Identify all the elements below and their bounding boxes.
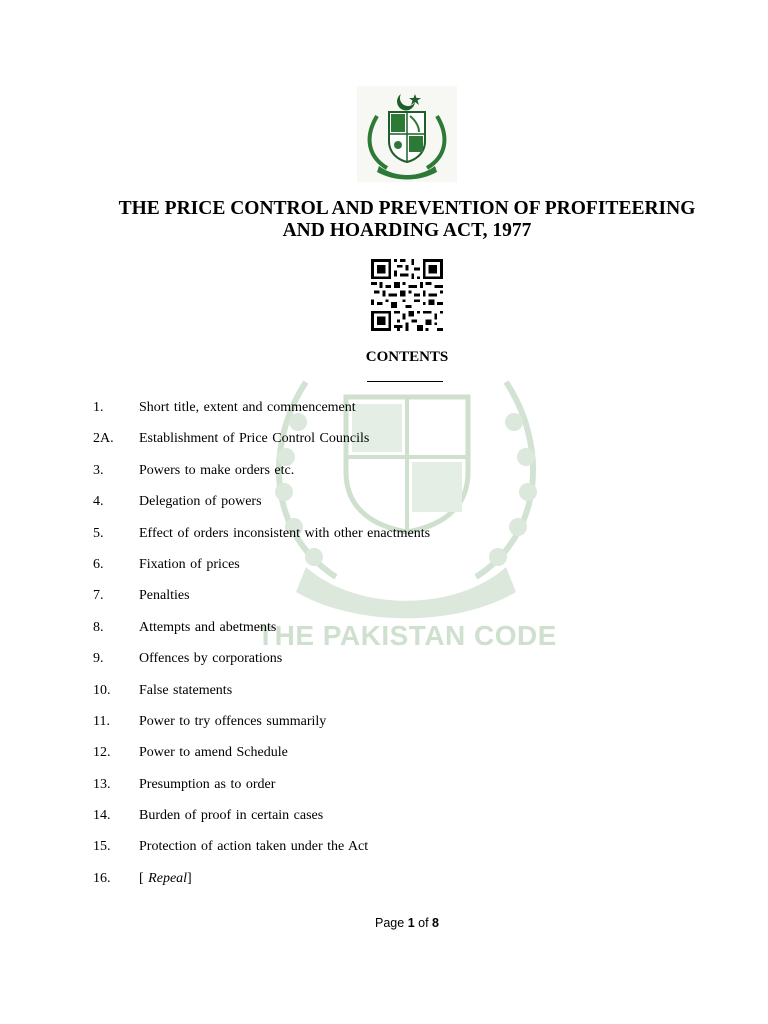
toc-number: 16. — [93, 871, 111, 886]
of-word: of — [418, 916, 429, 930]
toc-title: Powers to make orders etc. — [139, 463, 295, 478]
page-indicator — [300, 916, 514, 930]
toc-number: 11. — [93, 714, 110, 729]
toc-number: 1. — [93, 400, 104, 415]
toc-number: 10. — [93, 683, 111, 698]
toc-title: Power to try offences summarily — [139, 714, 327, 729]
toc-title: Presumption as to order — [139, 777, 276, 792]
toc-number: 7. — [93, 588, 104, 603]
toc-title: Fixation of prices — [139, 557, 240, 572]
toc-number: 4. — [93, 494, 104, 509]
toc-number: 8. — [93, 620, 104, 635]
toc-title-prefix: [ — [139, 871, 149, 886]
toc-title: Attempts and abetments — [139, 620, 277, 635]
total-pages: 8 — [432, 916, 439, 930]
toc-number: 3. — [93, 463, 104, 478]
watermark-text: THE PAKISTAN CODE — [257, 620, 557, 651]
toc-number: 6. — [93, 557, 104, 572]
toc-title: Establishment of Price Control Councils — [139, 431, 370, 446]
toc-title — [139, 869, 192, 889]
toc-title-italic: Repeal — [148, 871, 188, 886]
toc-title: Protection of action taken under the Act — [139, 839, 369, 854]
toc-number: 5. — [93, 526, 104, 541]
toc-number: 12. — [93, 745, 111, 760]
page-word: Page — [375, 916, 405, 930]
act-title-line-1: THE PRICE CONTROL AND PREVENTION OF PROFITEERING — [118, 198, 696, 219]
act-title — [60, 198, 754, 242]
toc-number: 13. — [93, 777, 111, 792]
toc-title: False statements — [139, 683, 233, 698]
toc-title: Offences by corporations — [139, 651, 283, 666]
current-page: 1 — [407, 916, 415, 930]
toc-title: Penalties — [139, 588, 190, 603]
toc-title: Power to amend Schedule — [139, 745, 288, 760]
toc-title: Burden of proof in certain cases — [139, 808, 324, 823]
toc-number: 15. — [93, 839, 111, 854]
toc-title-suffix: ] — [187, 871, 192, 886]
toc-number: 2A. — [93, 431, 114, 446]
toc-number: 14. — [93, 808, 111, 823]
toc-title: Delegation of powers — [139, 494, 262, 509]
toc-number: 9. — [93, 651, 104, 666]
contents-underline — [367, 381, 443, 382]
act-title-line-2: AND HOARDING ACT, 1977 — [282, 220, 532, 241]
contents-heading: CONTENTS — [365, 349, 449, 365]
toc-title: Short title, extent and commencement — [139, 400, 356, 415]
toc-title: Effect of orders inconsistent with other enactments — [139, 526, 431, 541]
state-emblem-logo — [357, 86, 457, 182]
qr-code — [369, 259, 445, 331]
